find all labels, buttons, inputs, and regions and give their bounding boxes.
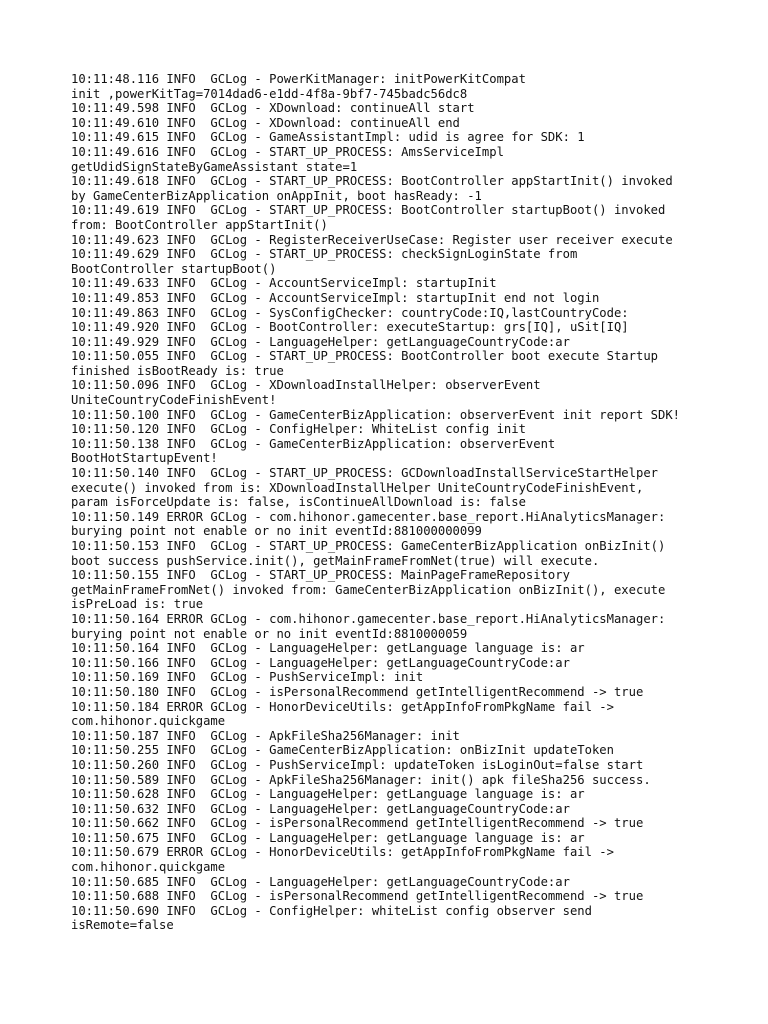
log-line: burying point not enable or no init eventId:881000000099 (71, 524, 482, 539)
log-line: 10:11:50.100 INFO GCLog - GameCenterBizApplication: observerEvent init report SDK! (71, 407, 681, 422)
log-line: 10:11:50.260 INFO GCLog - PushServiceImpl: updateToken isLoginOut=false start (71, 757, 644, 772)
log-line: 10:11:49.920 INFO GCLog - BootController: executeStartup: grs[IQ], uSit[IQ] (71, 320, 629, 335)
log-line: param isForceUpdate is: false, isContinueAllDownload is: false (71, 495, 526, 510)
log-line: 10:11:49.618 INFO GCLog - START_UP_PROCESS: BootController appStartInit() invoked (71, 174, 673, 189)
log-line: 10:11:50.187 INFO GCLog - ApkFileSha256Manager: init (71, 728, 460, 743)
log-line: 10:11:50.184 ERROR GCLog - HonorDeviceUtils: getAppInfoFromPkgName fail -> (71, 699, 614, 714)
log-line: UniteCountryCodeFinishEvent! (71, 393, 277, 408)
log-line: 10:11:49.853 INFO GCLog - AccountServiceImpl: startupInit end not login (71, 290, 600, 305)
log-line: 10:11:50.255 INFO GCLog - GameCenterBizApplication: onBizInit updateToken (71, 743, 614, 758)
log-line: 10:11:50.155 INFO GCLog - START_UP_PROCESS: MainPageFrameRepository (71, 568, 570, 583)
log-line: 10:11:49.629 INFO GCLog - START_UP_PROCESS: checkSignLoginState from (71, 247, 578, 262)
log-line: 10:11:50.675 INFO GCLog - LanguageHelper: getLanguage language is: ar (71, 830, 585, 845)
log-line: 10:11:49.619 INFO GCLog - START_UP_PROCESS: BootController startupBoot() invoked (71, 203, 666, 218)
log-line: 10:11:50.589 INFO GCLog - ApkFileSha256Manager: init() apk fileSha256 success. (71, 772, 651, 787)
log-line: 10:11:50.164 ERROR GCLog - com.hihonor.gamecenter.base_report.HiAnalyticsManager: (71, 611, 666, 626)
log-line: BootController startupBoot() (71, 261, 277, 276)
log-line: 10:11:50.164 INFO GCLog - LanguageHelper: getLanguage language is: ar (71, 641, 585, 656)
log-line: 10:11:49.929 INFO GCLog - LanguageHelper: getLanguageCountryCode:ar (71, 334, 570, 349)
log-line: 10:11:49.616 INFO GCLog - START_UP_PROCESS: AmsServiceImpl (71, 144, 504, 159)
log-line: 10:11:49.623 INFO GCLog - RegisterReceiverUseCase: Register user receiver execute (71, 232, 673, 247)
log-line: BootHotStartupEvent! (71, 451, 218, 466)
log-line: 10:11:50.140 INFO GCLog - START_UP_PROCESS: GCDownloadInstallServiceStartHelper (71, 466, 658, 481)
log-line: 10:11:50.632 INFO GCLog - LanguageHelper: getLanguageCountryCode:ar (71, 801, 570, 816)
log-line: 10:11:50.153 INFO GCLog - START_UP_PROCESS: GameCenterBizApplication onBizInit() (71, 539, 666, 553)
log-line: 10:11:50.166 INFO GCLog - LanguageHelper: getLanguageCountryCode:ar (71, 655, 570, 670)
log-line: 10:11:50.055 INFO GCLog - START_UP_PROCESS: BootController boot execute Startup (71, 349, 658, 364)
log-line: by GameCenterBizApplication onAppInit, boot hasReady: -1 (71, 188, 482, 203)
log-document (71, 72, 711, 933)
log-line: 10:11:50.685 INFO GCLog - LanguageHelper: getLanguageCountryCode:ar (71, 874, 570, 889)
log-line: finished isBootReady is: true (71, 363, 284, 378)
log-line: isRemote=false (71, 918, 174, 933)
log-line: com.hihonor.quickgame (71, 714, 226, 729)
log-line: 10:11:49.863 INFO GCLog - SysConfigChecker: countryCode:IQ,lastCountryCode: (71, 305, 629, 320)
log-line: 10:11:50.628 INFO GCLog - LanguageHelper: getLanguage language is: ar (71, 787, 585, 802)
log-lines (71, 72, 711, 933)
log-line: 10:11:50.688 INFO GCLog - isPersonalRecommend getIntelligentRecommend -> true (71, 889, 644, 904)
log-line: 10:11:49.615 INFO GCLog - GameAssistantImpl: udid is agree for SDK: 1 (71, 130, 585, 145)
log-line: 10:11:49.633 INFO GCLog - AccountServiceImpl: startupInit (71, 276, 497, 291)
log-line: burying point not enable or no init eventId:8810000059 (71, 626, 468, 641)
log-line: 10:11:50.138 INFO GCLog - GameCenterBizApplication: observerEvent (71, 436, 556, 451)
log-line: isPreLoad is: true (71, 597, 204, 612)
log-line: boot success pushService.init(), getMainFrameFromNet(true) will execute. (71, 553, 600, 568)
log-line: 10:11:50.149 ERROR GCLog - com.hihonor.gamecenter.base_report.HiAnalyticsManager: (71, 509, 666, 524)
log-line: 10:11:49.610 INFO GCLog - XDownload: continueAll end (71, 115, 460, 130)
log-line: getUdidSignStateByGameAssistant state=1 (71, 159, 358, 174)
log-line: 10:11:50.662 INFO GCLog - isPersonalRecommend getIntelligentRecommend -> true (71, 816, 644, 831)
log-line: 10:11:50.679 ERROR GCLog - HonorDeviceUtils: getAppInfoFromPkgName fail -> (71, 845, 614, 860)
log-line: 10:11:50.169 INFO GCLog - PushServiceImpl: init (71, 670, 424, 685)
log-line: execute() invoked from is: XDownloadInstallHelper UniteCountryCodeFinishEvent, (71, 480, 644, 495)
log-line: getMainFrameFromNet() invoked from: GameCenterBizApplication onBizInit(), execute (71, 582, 666, 597)
log-line: from: BootController appStartInit() (71, 217, 328, 232)
log-line: 10:11:50.096 INFO GCLog - XDownloadInstallHelper: observerEvent (71, 378, 541, 393)
log-line: 10:11:50.180 INFO GCLog - isPersonalRecommend getIntelligentRecommend -> true (71, 684, 644, 699)
log-line: 10:11:50.690 INFO GCLog - ConfigHelper: whiteList config observer send (71, 903, 592, 918)
log-line: 10:11:50.120 INFO GCLog - ConfigHelper: WhiteList config init (71, 422, 526, 437)
log-line: 10:11:48.116 INFO GCLog - PowerKitManager: initPowerKitCompat (71, 72, 526, 86)
log-line: init ,powerKitTag=7014dad6-e1dd-4f8a-9bf7-745badc56dc8 (71, 86, 468, 101)
log-line: 10:11:49.598 INFO GCLog - XDownload: continueAll start (71, 101, 475, 116)
log-line: com.hihonor.quickgame (71, 860, 226, 875)
